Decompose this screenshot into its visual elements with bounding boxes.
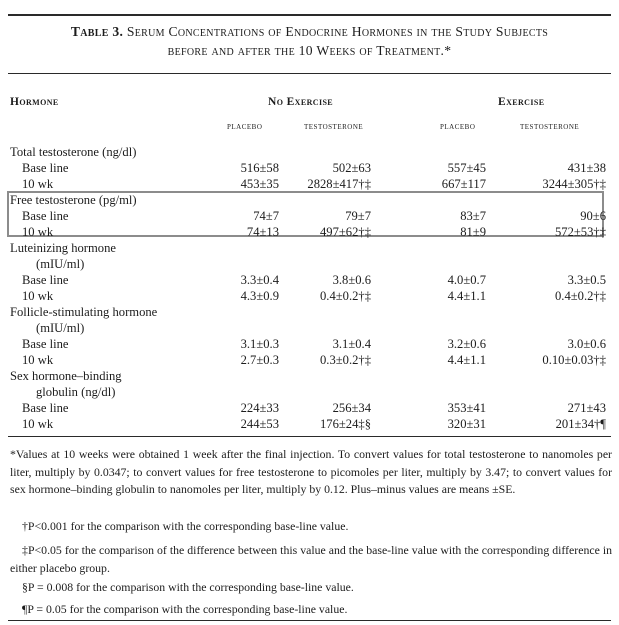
header-exercise: Exercise <box>498 96 545 108</box>
title-rule <box>8 73 611 74</box>
table-cell: 2.7±0.3 <box>240 353 279 367</box>
table-cell: 3.3±0.4 <box>240 273 279 287</box>
table-cell: 0.4±0.2†‡ <box>555 289 606 303</box>
table-cell: 201±34†¶ <box>555 417 606 431</box>
footnote-section: §P = 0.008 for the comparison with the corresponding base-line value. <box>22 580 354 594</box>
table-title-text-1: Serum Concentrations of Endocrine Hormones in the Study Subjects <box>126 24 549 39</box>
table-cell: 320±31 <box>447 417 486 431</box>
footnote-dagger: †P<0.001 for the comparison with the corresponding base-line value. <box>22 519 349 533</box>
table-cell: 2828±417†‡ <box>307 177 371 191</box>
section-label: (mIU/ml) <box>36 321 85 335</box>
table-cell: 667±117 <box>441 177 486 191</box>
table-cell: 353±41 <box>447 401 486 415</box>
table-cell: 572±53†‡ <box>555 225 606 239</box>
table-cell: 79±7 <box>345 209 371 223</box>
table-cell: 4.4±1.1 <box>447 353 486 367</box>
row-label: 10 wk <box>22 417 54 431</box>
footer-rule <box>8 436 611 437</box>
row-label: Base line <box>22 209 69 223</box>
table-cell: 4.0±0.7 <box>447 273 486 287</box>
section-label: Follicle-stimulating hormone <box>10 305 158 319</box>
table-cell: 3.2±0.6 <box>447 337 486 351</box>
table-title-line-2: before and after the 10 Weeks of Treatment.* <box>167 43 452 58</box>
header-no-exercise: No Exercise <box>268 96 334 108</box>
header-testosterone-no-exercise: testosterone <box>304 121 364 132</box>
table-cell: 431±38 <box>567 161 606 175</box>
section-label: Total testosterone (ng/dl) <box>10 145 137 159</box>
table-cell: 3.0±0.6 <box>567 337 606 351</box>
footnote-pilcrow: ¶P = 0.05 for the comparison with the corresponding base-line value. <box>22 602 348 616</box>
row-label: Base line <box>22 337 69 351</box>
section-label: Luteinizing hormone <box>10 241 116 255</box>
row-label: Base line <box>22 401 69 415</box>
table-title-line-1 <box>8 22 611 41</box>
table-cell: 0.4±0.2†‡ <box>320 289 371 303</box>
header-placebo-no-exercise: placebo <box>227 121 263 132</box>
table-cell: 502±63 <box>332 161 371 175</box>
table-cell: 557±45 <box>447 161 486 175</box>
section-label: Sex hormone–binding <box>10 369 122 383</box>
table-cell: 453±35 <box>240 177 279 191</box>
row-label: Base line <box>22 273 69 287</box>
table-cell: 3.1±0.4 <box>332 337 371 351</box>
section-label: globulin (ng/dl) <box>36 385 116 399</box>
table-cell: 497±62†‡ <box>320 225 371 239</box>
table-cell: 81±9 <box>460 225 486 239</box>
table-cell: 3.3±0.5 <box>567 273 606 287</box>
table-cell: 256±34 <box>332 401 371 415</box>
footnote-double-dagger: ‡P<0.05 for the comparison of the difference between this value and the base-line value with the corresponding difference in either placebo group. <box>10 543 612 575</box>
table-cell: 176±24‡§ <box>320 417 371 431</box>
row-label: 10 wk <box>22 177 54 191</box>
table-cell: 90±6 <box>580 209 606 223</box>
top-rule <box>8 14 611 16</box>
row-label: 10 wk <box>22 353 54 367</box>
table-cell: 3.8±0.6 <box>332 273 371 287</box>
table-number: Table 3. <box>70 24 124 39</box>
table-cell: 516±58 <box>240 161 279 175</box>
row-label: 10 wk <box>22 225 54 239</box>
table-cell: 4.3±0.9 <box>240 289 279 303</box>
row-label: Base line <box>22 161 69 175</box>
table-cell: 3.1±0.3 <box>240 337 279 351</box>
table-cell: 3244±305†‡ <box>542 177 606 191</box>
table-cell: 244±53 <box>240 417 279 431</box>
row-label: 10 wk <box>22 289 54 303</box>
header-testosterone-exercise: testosterone <box>520 121 580 132</box>
table-cell: 74±7 <box>253 209 279 223</box>
table-cell: 271±43 <box>567 401 606 415</box>
footnote-values: *Values at 10 weeks were obtained 1 week after the final injection. To convert values for total testosterone to nanomoles per liter, multiply by 0.0347; to convert values for free testosterone to picomoles per liter, multiply by 3.47; to convert values for sex hormone–binding globulin to nanomoles per liter, multiply by 0.12. Plus–minus values are means ±SE. <box>10 447 612 496</box>
header-hormone: Hormone <box>10 96 59 108</box>
table-cell: 0.3±0.2†‡ <box>320 353 371 367</box>
table-cell: 224±33 <box>240 401 279 415</box>
bottom-rule <box>8 620 611 621</box>
table-cell: 83±7 <box>460 209 486 223</box>
section-label: Free testosterone (pg/ml) <box>10 193 137 207</box>
table-cell: 4.4±1.1 <box>447 289 486 303</box>
table-cell: 0.10±0.03†‡ <box>542 353 606 367</box>
header-placebo-exercise: placebo <box>440 121 476 132</box>
section-label: (mIU/ml) <box>36 257 85 271</box>
table-cell: 74±13 <box>246 225 279 239</box>
table-title <box>8 22 611 60</box>
